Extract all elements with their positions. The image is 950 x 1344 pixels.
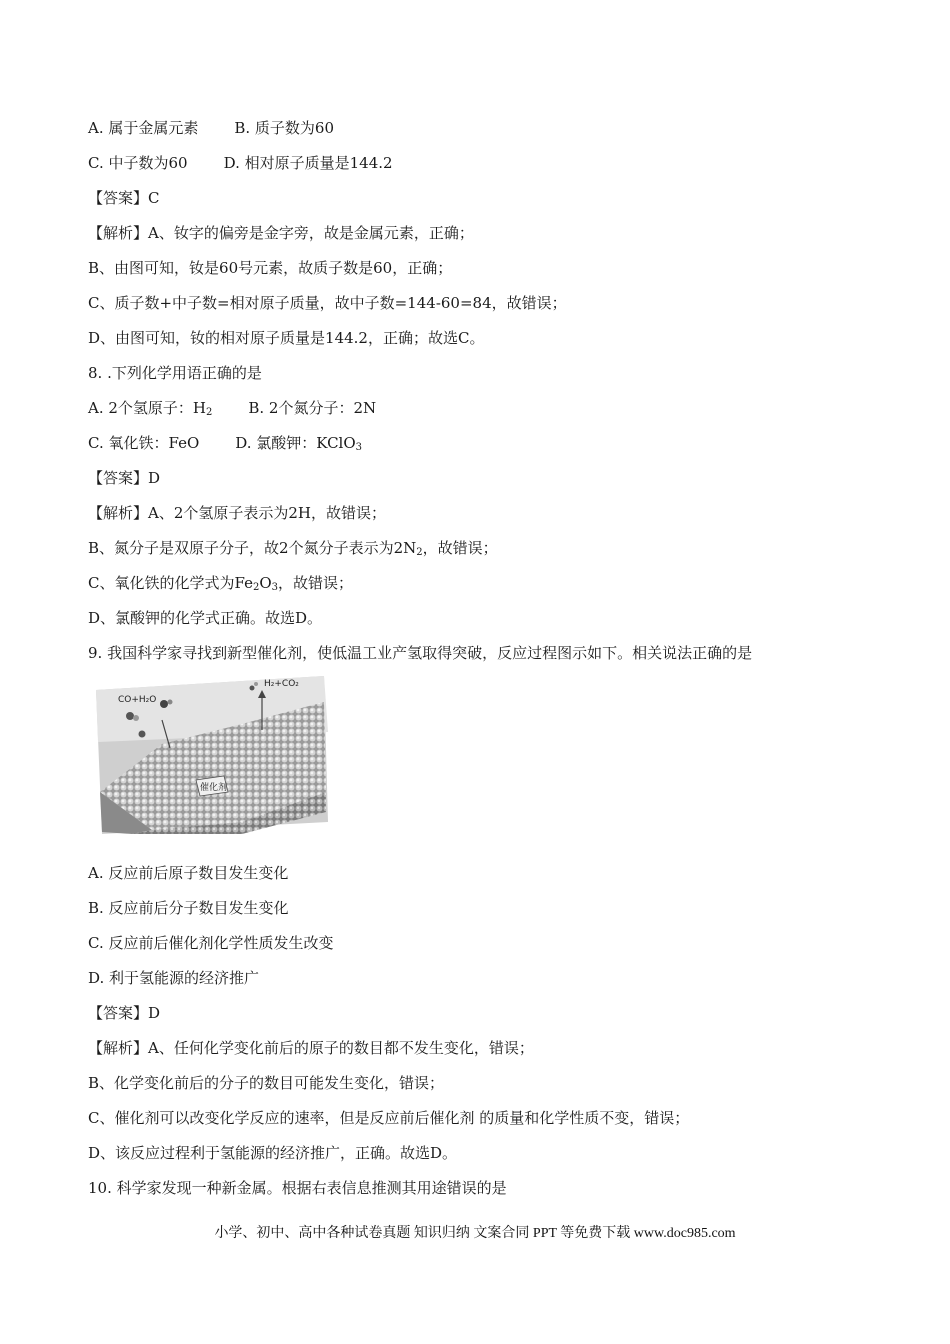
- q8-option-c: C. 氧化铁：FeO: [88, 434, 200, 452]
- q8-options-cd: [88, 433, 362, 458]
- q8-analysis-b: [88, 538, 498, 563]
- q8-option-d-text: D. 氯酸钾：KClO: [235, 434, 356, 452]
- q9-option-b: B. 反应前后分子数目发生变化: [88, 899, 289, 917]
- q8-analysis-b-text: B、氮分子是双原子分子，故2个氮分子表示为2N: [88, 539, 417, 557]
- q9-analysis-c: C、催化剂可以改变化学反应的速率，但是反应前后催化剂 的质量和化学性质不变，错误；: [88, 1109, 690, 1127]
- q8-analysis-c: [88, 573, 353, 598]
- q8-option-a-subscript: 2: [206, 407, 213, 418]
- q8-option-d-subscript: 3: [355, 442, 363, 453]
- q7-options-cd: [88, 153, 393, 173]
- q9-option-d: D. 利于氢能源的经济推广: [88, 969, 260, 987]
- catalyst-reaction-figure: [92, 672, 330, 834]
- catalyst-surface-illustration: [92, 672, 330, 834]
- q10-stem: 10. 科学家发现一种新金属。根据右表信息推测其用途错误的是: [88, 1179, 507, 1197]
- q8-option-a-text: A. 2个氢原子：H: [88, 399, 206, 417]
- q9-analysis-a: 【解析】A、任何化学变化前后的原子的数目都不发生变化，错误；: [88, 1039, 534, 1057]
- q8-analysis-c-subscript-1: 2: [252, 582, 260, 593]
- q9-option-a: A. 反应前后原子数目发生变化: [88, 864, 289, 882]
- q7-option-b: B. 质子数为60: [234, 119, 335, 137]
- q8-analysis-c-suffix: ，故错误；: [278, 574, 354, 592]
- q7-option-c: C. 中子数为60: [88, 154, 188, 172]
- q9-stem: 9. 我国科学家寻找到新型催化剂，使低温工业产氢取得突破，反应过程图示如下。相关说法正确的是: [88, 644, 753, 662]
- q8-analysis-c-text: C、氧化铁的化学式为Fe: [88, 574, 253, 592]
- q9-analysis-d: D、该反应过程利于氢能源的经济推广，正确。故选D。: [88, 1144, 458, 1162]
- q7-option-a: A. 属于金属元素: [88, 119, 199, 137]
- q8-analysis-b-suffix: ，故错误；: [422, 539, 498, 557]
- q8-options-ab: [88, 398, 376, 423]
- q7-answer: 【答案】C: [88, 189, 160, 207]
- q9-option-c: C. 反应前后催化剂化学性质发生改变: [88, 934, 334, 952]
- figure-label-products: H₂+CO₂: [264, 679, 299, 689]
- page-footer: 小学、初中、高中各种试卷真题 知识归纳 文案合同 PPT 等免费下载 www.doc985.com: [214, 1226, 736, 1241]
- q7-analysis-b: B、由图可知，钕是60号元素，故质子数是60，正确；: [88, 259, 453, 277]
- q8-option-d: [235, 434, 362, 452]
- q7-options-ab: [88, 118, 334, 138]
- q7-analysis-a: 【解析】A、钕字的偏旁是金字旁，故是金属元素，正确；: [88, 224, 474, 242]
- q8-analysis-b-subscript: 2: [416, 547, 423, 558]
- figure-label-catalyst: 催化剂: [200, 783, 228, 793]
- figure-label-reactants: CO+H₂O: [118, 695, 157, 705]
- q7-option-d: D. 相对原子质量是144.2: [223, 154, 393, 172]
- q9-analysis-b: B、化学变化前后的分子的数目可能发生变化，错误；: [88, 1074, 445, 1092]
- q8-stem: 8. .下列化学用语正确的是: [88, 364, 262, 382]
- q7-analysis-d: D、由图可知，钕的相对原子质量是144.2，正确；故选C。: [88, 329, 485, 347]
- q8-option-a: [88, 399, 212, 417]
- q8-option-b: B. 2个氮分子：2N: [248, 399, 377, 417]
- q8-analysis-c-mid: O: [259, 574, 272, 592]
- q8-answer: 【答案】D: [88, 469, 161, 487]
- q8-analysis-d: D、氯酸钾的化学式正确。故选D。: [88, 609, 323, 627]
- q8-analysis-a: 【解析】A、2个氢原子表示为2H，故错误；: [88, 504, 387, 522]
- q8-analysis-c-subscript-2: 3: [271, 582, 279, 593]
- q7-analysis-c: C、质子数+中子数=相对原子质量，故中子数=144-60=84，故错误；: [88, 294, 567, 312]
- q9-answer: 【答案】D: [88, 1004, 161, 1022]
